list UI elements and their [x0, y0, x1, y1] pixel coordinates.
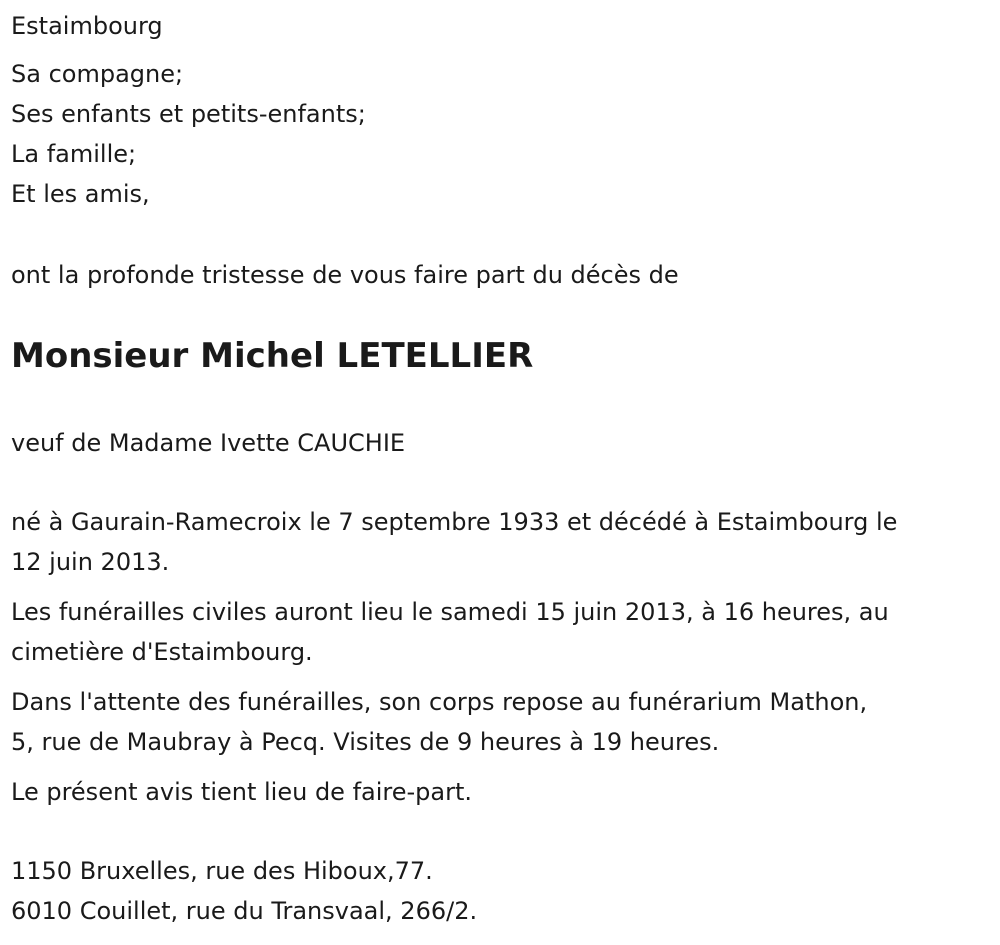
family-line-children: Ses enfants et petits-enfants; [11, 100, 366, 128]
spouse-text: veuf de Madame Ivette CAUCHIE [11, 429, 406, 457]
funeral-line-2: cimetière d'Estaimbourg. [11, 638, 313, 666]
family-list [11, 54, 366, 214]
birth-death-line-1: né à Gaurain-Ramecroix le 7 septembre 1933 et décédé à Estaimbourg le [11, 508, 898, 536]
family-line-family: La famille; [11, 140, 137, 168]
family-line-partner: Sa compagne; [11, 60, 184, 88]
address-line: 1150 Bruxelles, rue des Hiboux,77. [11, 857, 433, 885]
birth-death-line-2: 12 juin 2013. [11, 548, 170, 576]
funeral-line-1: Les funérailles civiles auront lieu le samedi 15 juin 2013, à 16 heures, au [11, 598, 889, 626]
announcement-text: ont la profonde tristesse de vous faire part du décès de [11, 261, 679, 289]
birth-death-paragraph [11, 502, 897, 582]
viewing-line-1: Dans l'attente des funérailles, son corps repose au funérarium Mathon, [11, 688, 868, 716]
viewing-line-2: 5, rue de Maubray à Pecq. Visites de 9 heures à 19 heures. [11, 728, 720, 756]
address-list [11, 851, 477, 931]
faire-part-notice: Le présent avis tient lieu de faire-part. [11, 778, 473, 806]
address-line: 6010 Couillet, rue du Transvaal, 266/2. [11, 897, 478, 925]
funeral-paragraph [11, 592, 889, 672]
place-heading: Estaimbourg [11, 12, 163, 40]
family-line-friends: Et les amis, [11, 180, 150, 208]
viewing-paragraph [11, 682, 867, 762]
deceased-name: Monsieur Michel LETELLIER [11, 336, 534, 376]
